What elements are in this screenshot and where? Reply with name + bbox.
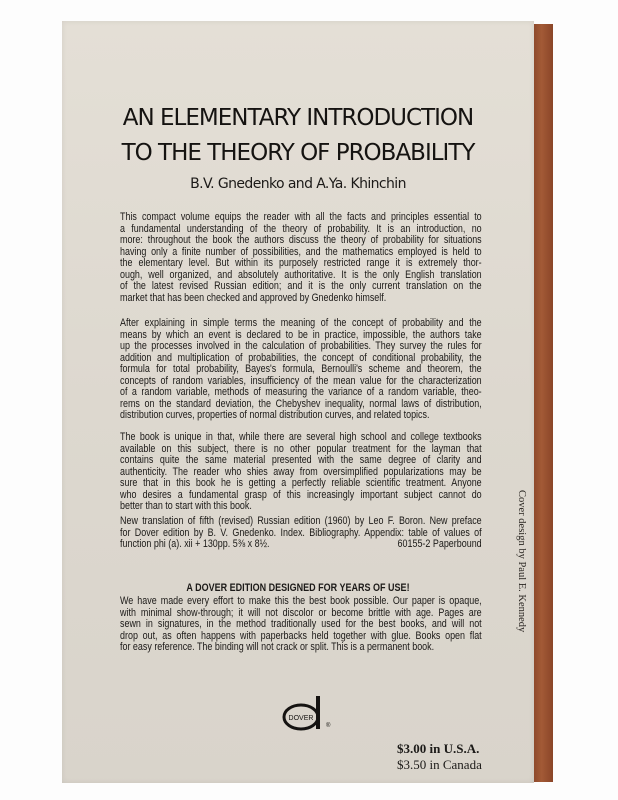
text-line: better than to start with this book. (120, 500, 252, 513)
text-line: formula for total probability, Bayes's formula, Bernoulli's scheme and theorem, the (120, 363, 482, 376)
text-line: having only a finite number of possibilities, and the mathematics employed is held to (120, 245, 482, 258)
book-authors: B.V. Gnedenko and A.Ya. Khinchin (190, 176, 406, 192)
text-line: After explaining in simple terms the meaning of the concept of probability and the (120, 317, 482, 329)
text-line: distribution curves, properties of normal distribution curves, and related topics. (120, 409, 430, 422)
text-line: The book is unique in that, while there are several high school and college textbooks (120, 431, 482, 443)
svg-text:®: ® (326, 723, 331, 729)
book-spine (534, 24, 553, 782)
text-line: for Dover edition by B. V. Gnedenko. Index. Bibliography. Appendix: table of values of (120, 526, 482, 539)
description-paragraph-1 (120, 212, 482, 304)
text-line: the elementary level. But within its purposely restricted range it is extremely thor- (120, 257, 482, 270)
text-line: concepts of random variables, insufficiency of the mean value for the characterization (120, 374, 482, 387)
edition-specs: function phi (a). xii + 130pp. 5⅜ x 8½. (120, 538, 270, 551)
cover-design-credit: Cover design by Paul E. Kennedy (516, 490, 527, 633)
text-line: This compact volume equips the reader with all the facts and principles essential to (120, 211, 482, 223)
text-line: a fundamental understanding of the theory of probability. It is an introduction, no (120, 222, 482, 235)
text-line: for easy reference. The binding will not crack or split. This is a permanent book. (120, 641, 435, 654)
description-paragraph-2 (120, 318, 482, 422)
text-line: sewn in signatures, in the method traditionally used for the best books, and will not (120, 618, 482, 631)
price-canada: $3.50 in Canada (397, 757, 482, 772)
text-line: ough, well organized, and absolutely authoritative. It is the only English translation (120, 268, 482, 281)
price-block (397, 741, 482, 773)
text-line: available on this subject, there is no other popular treatment for the layman that (120, 442, 482, 455)
text-line (120, 539, 482, 551)
text-line: authenticity. The reader who shies away from oversimplified popularizations may be (120, 465, 482, 478)
text-line: market that has been checked and approved by Gnedenko himself. (120, 291, 387, 304)
svg-text:DOVER: DOVER (288, 715, 314, 722)
dover-paragraph (120, 596, 482, 654)
book-back-cover (62, 21, 534, 783)
description-paragraph-3 (120, 432, 482, 513)
text-line: We have made every effort to make this the best book possible. Our paper is opaque, (120, 595, 482, 607)
book-title-line-2: TO THE THEORY OF PROBABILITY (121, 140, 475, 166)
text-line: up the processes involved in the calculation of probabilities. They survey the rules for (120, 340, 482, 353)
book-title-line-1: AN ELEMENTARY INTRODUCTION (122, 105, 474, 131)
text-line: with minimal show-through; it will not discolor or become brittle with age. Pages are (120, 606, 482, 619)
text-line: sure that in this book he is getting a perfectly reliable scientific treatment. Anyone (120, 477, 482, 490)
dover-heading: A DOVER EDITION DESIGNED FOR YEARS OF USE! (186, 582, 410, 594)
text-line: of a random variable, methods of measuring the variance of a random variable, theo- (120, 386, 482, 399)
edition-details (120, 516, 482, 551)
text-line: addition and multiplication of probabilities, the concept of conditional probability, the (120, 351, 482, 364)
dover-logo-icon (280, 693, 340, 733)
text-line: of the latest revised Russian edition; and it is the only current translation on the (120, 280, 482, 293)
text-line: more: throughout the book the authors discuss the theory of probability for situations (120, 234, 482, 247)
text-line: drop out, as often happens with paperbacks held together with glue. Books open flat (120, 629, 482, 642)
text-line: means by which an event is declared to be in practice, impossible, the authors take (120, 328, 482, 341)
catalog-number: 60155-2 Paperbound (397, 538, 482, 551)
text-line: rems on the standard deviation, the Chebyshev inequality, normal laws of distribution, (120, 397, 482, 410)
price-usa: $3.00 in U.S.A. (397, 741, 480, 756)
text-line: contains quite the same material presented with the same degree of clarity and (120, 454, 482, 467)
text-line: New translation of fifth (revised) Russian edition (1960) by Leo F. Boron. New preface (120, 515, 482, 527)
text-line: who desires a fundamental grasp of this increasingly important subject cannot do (120, 488, 482, 501)
